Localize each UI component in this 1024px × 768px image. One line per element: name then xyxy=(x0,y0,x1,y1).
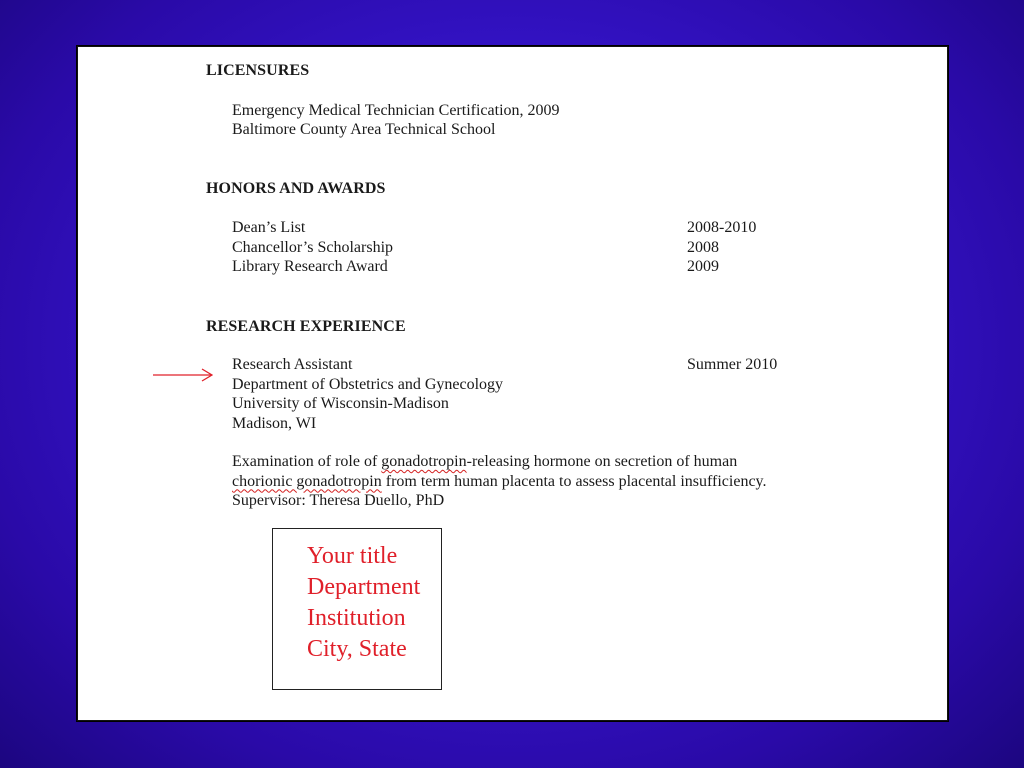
desc-text: Examination of role of xyxy=(232,453,382,470)
research-description-line-2 xyxy=(232,472,767,492)
honor-row xyxy=(232,238,767,258)
research-title: Research Assistant xyxy=(232,356,353,373)
spellcheck-word: gonadotropin xyxy=(381,453,467,470)
licensures-block xyxy=(232,101,767,140)
callout-line-department: Department xyxy=(307,574,421,600)
honors-heading: HONORS AND AWARDS xyxy=(206,179,386,197)
research-institution: University of Wisconsin-Madison xyxy=(232,395,449,412)
research-supervisor: Supervisor: Theresa Duello, PhD xyxy=(232,492,445,509)
licensures-heading: LICENSURES xyxy=(206,62,310,79)
callout-line-institution: Institution xyxy=(307,605,406,631)
annotation-callout-box xyxy=(272,528,442,690)
desc-text: from term human placenta to assess placental insufficiency. xyxy=(381,472,767,490)
licensure-line: Emergency Medical Technician Certification, 2009 xyxy=(232,101,560,119)
spellcheck-word: chorionic gonadotropin xyxy=(232,472,382,490)
research-department: Department of Obstetrics and Gynecology xyxy=(232,375,504,393)
honor-row xyxy=(232,218,767,238)
honor-year: 2008 xyxy=(687,238,719,256)
research-description-line-1 xyxy=(232,452,767,472)
honor-name: Chancellor’s Scholarship xyxy=(232,238,394,256)
honor-name: Library Research Award xyxy=(232,258,388,275)
callout-text xyxy=(307,541,420,665)
callout-line-title: Your title xyxy=(307,543,398,569)
research-block xyxy=(232,355,778,511)
honors-block xyxy=(232,218,767,277)
research-title-row xyxy=(232,355,778,375)
research-heading: RESEARCH EXPERIENCE xyxy=(206,317,406,335)
research-location: Madison, WI xyxy=(232,414,317,432)
resume-page xyxy=(77,46,948,721)
callout-line-location: City, State xyxy=(307,636,407,662)
honor-year: 2009 xyxy=(687,258,719,275)
honor-name: Dean’s List xyxy=(232,219,306,236)
research-date: Summer 2010 xyxy=(687,356,778,373)
honor-row xyxy=(232,257,767,277)
right-arrow-icon xyxy=(153,366,213,382)
honor-year: 2008-2010 xyxy=(687,219,757,236)
licensure-line: Baltimore County Area Technical School xyxy=(232,121,496,138)
desc-text: -releasing hormone on secretion of human xyxy=(466,453,738,470)
resume-content xyxy=(206,61,778,511)
